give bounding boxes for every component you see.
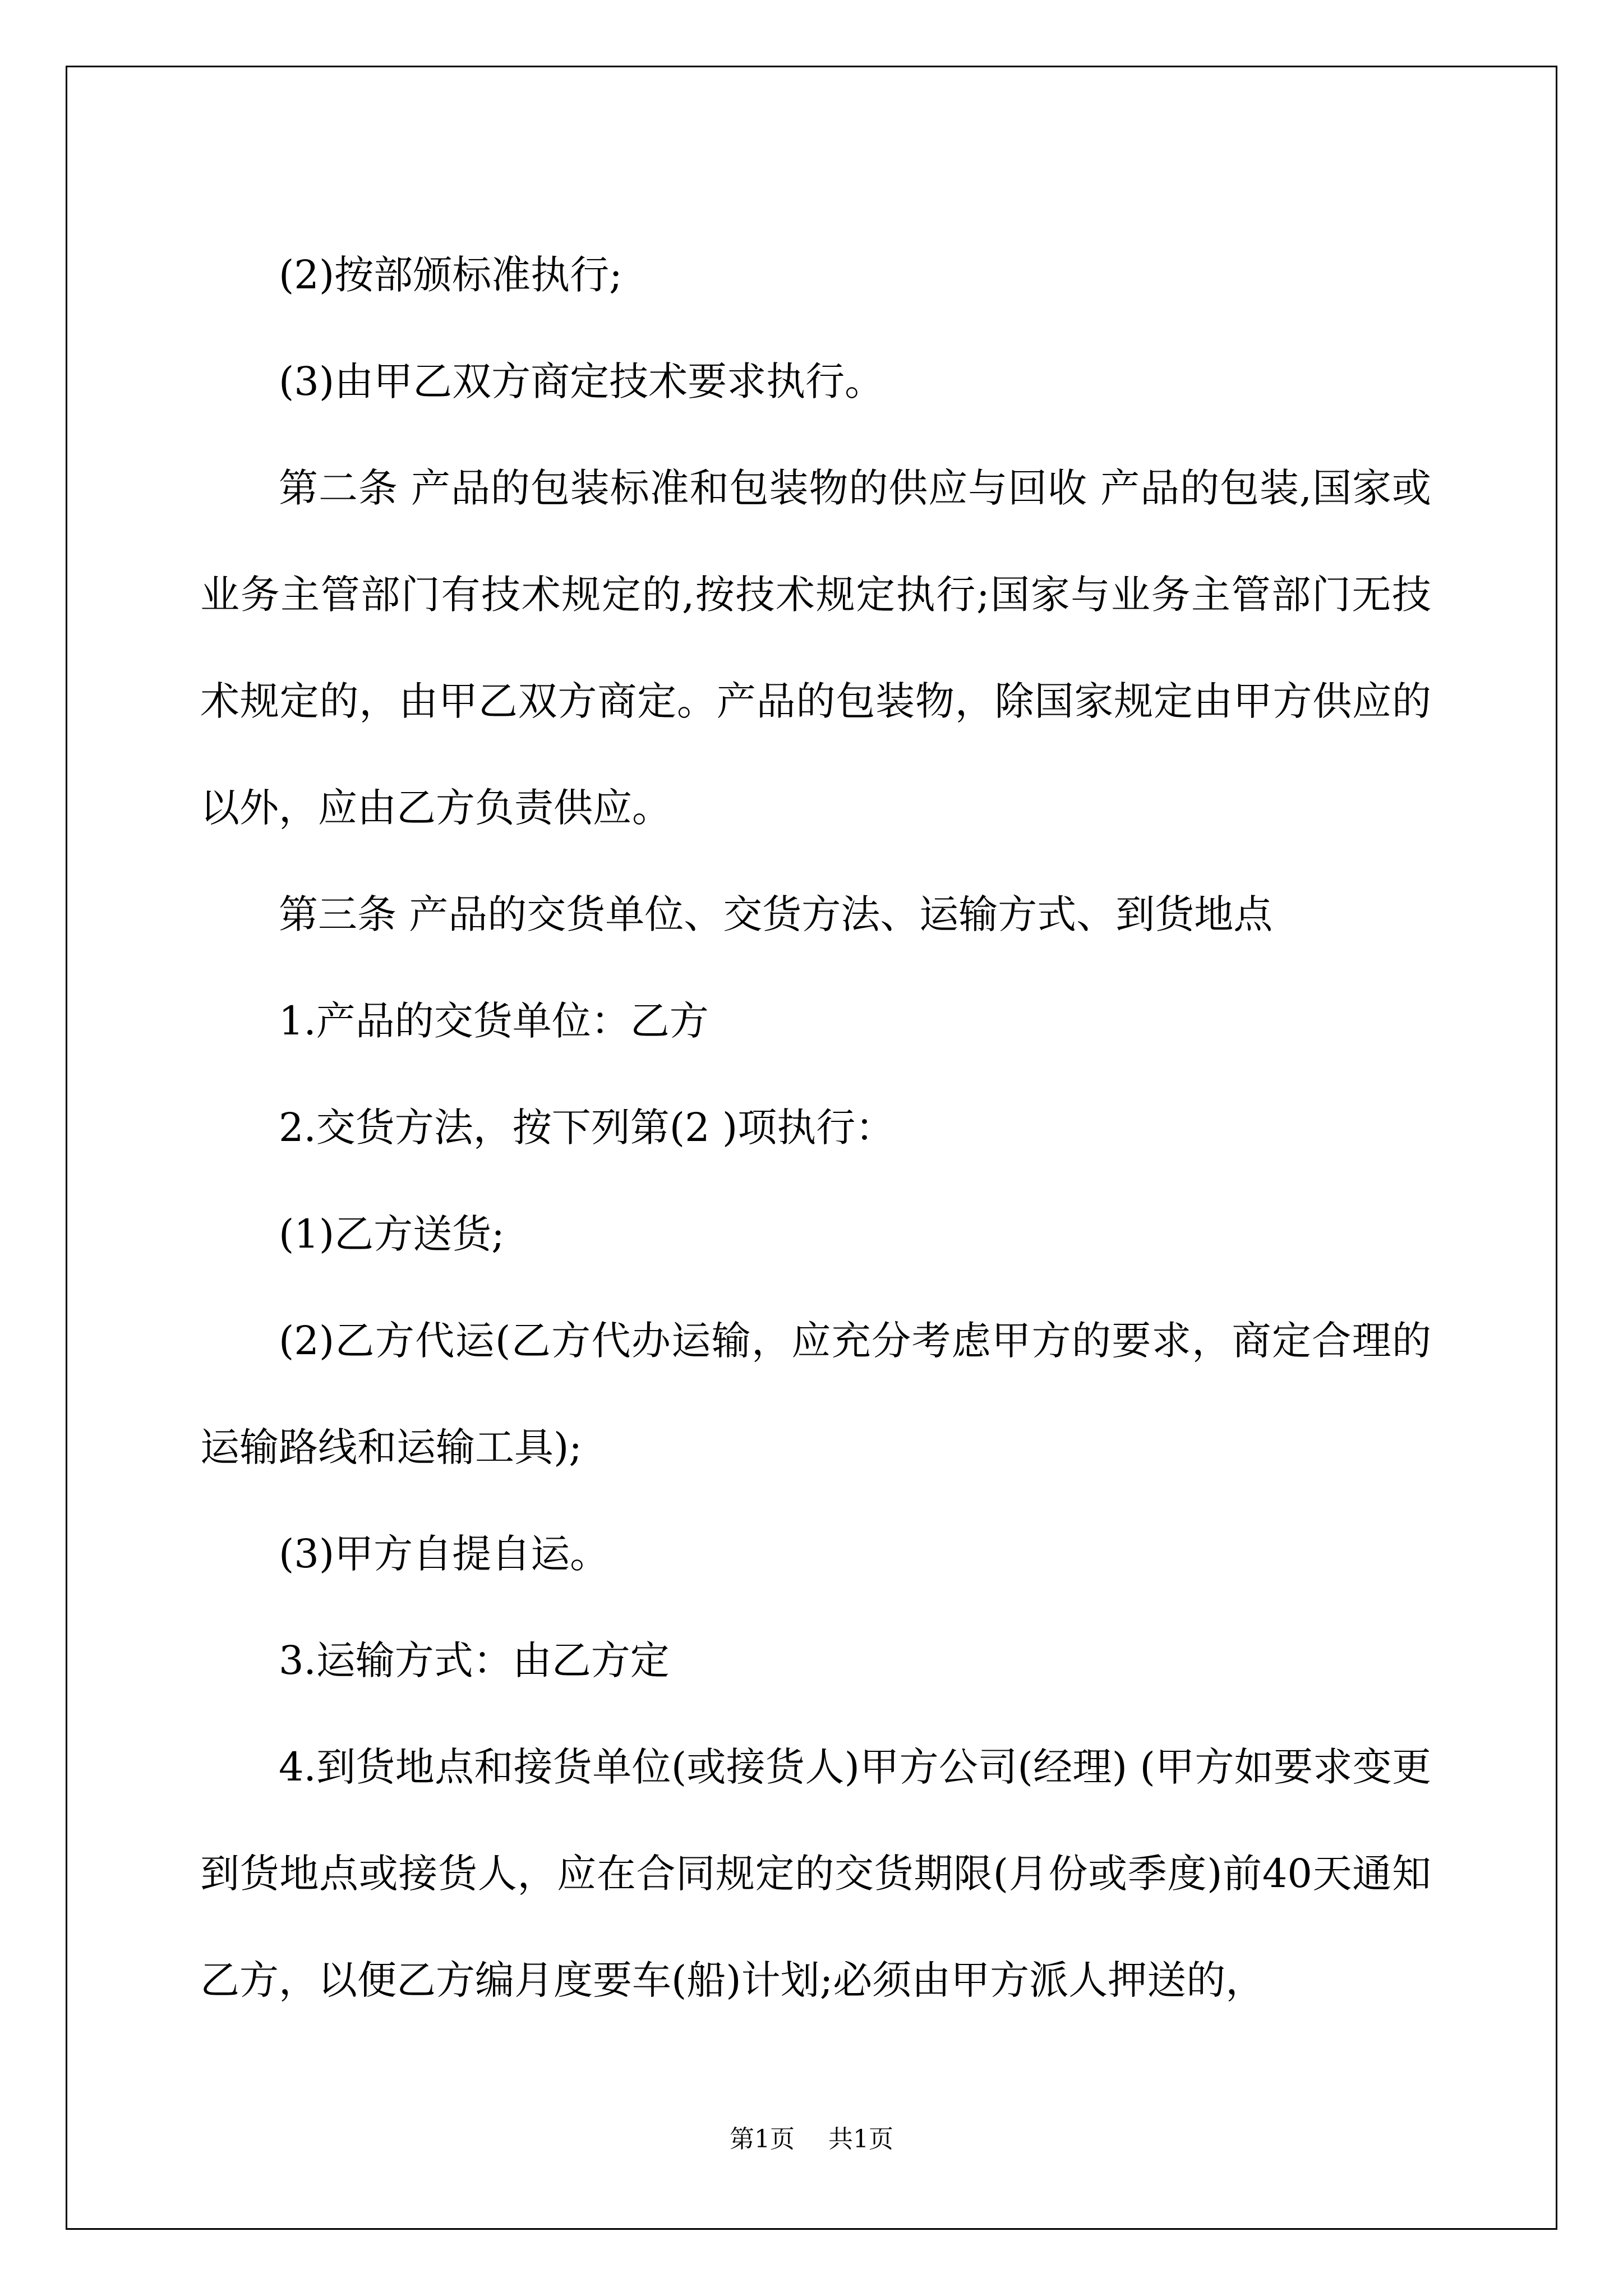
paragraph: 1.产品的交货单位：乙方 [279,998,709,1044]
page-total: 共1页 [828,2125,893,2154]
paragraph: (3)由甲乙双方商定技术要求执行。 [279,358,884,404]
paragraph: (3)甲方自提自运。 [279,1531,610,1577]
paragraph: 第三条 产品的交货单位、交货方法、运输方式、到货地点 [279,891,1273,937]
page-footer [0,2123,1623,2156]
document-body [200,222,1431,2033]
paragraph: 2.交货方法，按下列第(2 )项执行： [279,1105,895,1151]
paragraph: (2)乙方代运(乙方代办运输，应充分考虑甲方的要求，商定合理的运输路线和运输工具); [200,1318,1431,1470]
paragraph: (1)乙方送货; [279,1211,505,1257]
paragraph: (2)按部颁标准执行; [279,252,623,298]
paragraph: 4.到货地点和接货单位(或接货人)甲方公司(经理) (甲方如要求变更到货地点或接货人，应在合同规定的交货期限(月份或季度)前40天通知乙方，以便乙方编月度要车(船)计划;必须由甲方派人押送的， [200,1744,1431,2003]
page-number: 第1页 [730,2125,795,2154]
paragraph: 3.运输方式：由乙方定 [279,1637,670,1683]
paragraph: 第二条 产品的包装标准和包装物的供应与回收 产品的包装,国家或业务主管部门有技术规定的,按技术规定执行;国家与业务主管部门无技术规定的，由甲乙双方商定。产品的包装物，除国家规定由甲方供应的以外，应由乙方负责供应。 [200,465,1431,831]
